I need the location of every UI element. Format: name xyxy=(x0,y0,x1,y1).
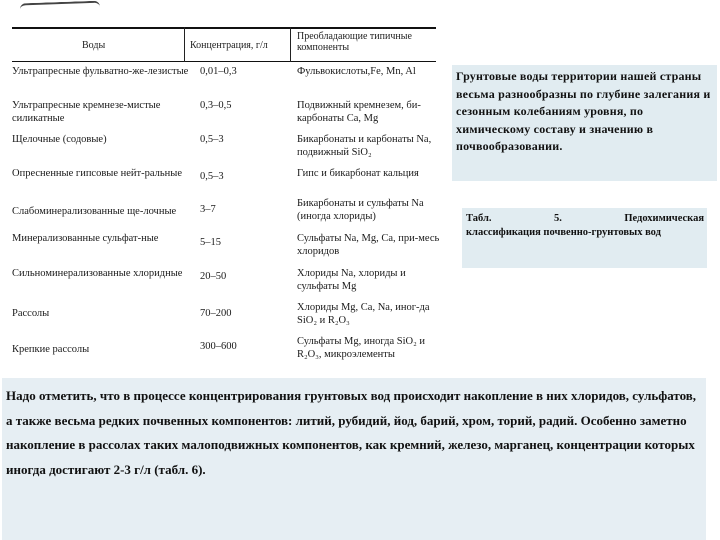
cell-concentration: 0,5–3 xyxy=(200,134,224,145)
table-row xyxy=(12,100,442,134)
table-col-divider-1 xyxy=(184,27,185,62)
cell-water: Минерализованные сульфат-ные xyxy=(12,233,159,244)
cell-components: Гипс и бикарбонат кальция xyxy=(297,168,419,179)
table-row xyxy=(12,336,442,370)
table-row xyxy=(12,166,442,200)
table-caption-box xyxy=(462,208,707,268)
cell-concentration: 300–600 xyxy=(200,341,237,352)
cell-components: Бикарбонаты и карбонаты Na, подвижный SiO₂ xyxy=(297,134,432,158)
cell-water: Ультрапресные фульватно-же-лезистые xyxy=(12,66,189,77)
caption-number: 5. xyxy=(553,213,562,224)
header-components: Преобладающие типичные компоненты xyxy=(297,31,412,53)
table-top-rule xyxy=(12,27,436,29)
table-row xyxy=(12,302,442,336)
cell-concentration: 0,01–0,3 xyxy=(200,66,237,77)
cell-concentration: 0,3–0,5 xyxy=(200,100,232,111)
cell-concentration: 0,5–3 xyxy=(200,171,224,182)
caption-rest: классификация почвенно-грунтовых вод xyxy=(466,227,661,238)
cell-components: Фульвокислоты,Fe, Mn, Al xyxy=(297,66,416,77)
cell-concentration: 20–50 xyxy=(200,271,227,282)
header-water: Воды xyxy=(82,40,106,51)
cell-water: Щелочные (содовые) xyxy=(12,134,107,145)
table-row xyxy=(12,233,442,267)
scanned-table-image xyxy=(0,0,445,378)
bottom-text-box xyxy=(2,378,706,540)
table-header-rule xyxy=(12,61,436,62)
cell-water: Рассолы xyxy=(12,308,50,319)
table-col-divider-2 xyxy=(290,27,291,62)
bottom-text: Надо отметить, что в процессе концентрирования грунтовых вод происходит накопление в них хлоридов, сульфатов, а также весьма редких почвенных компонентов: литий, рубидий, йод, барий, хром, торий, радий. Особенно заметно накопление в рассолах таких малоподвижных компонентов, как кремний, железо, марганец, концентрации которых иногда достигают 2-3 г/л (табл. 6). xyxy=(6,388,697,477)
cell-concentration: 5–15 xyxy=(200,237,221,248)
cell-components: Сульфаты Na, Mg, Ca, при-месь хлоридов xyxy=(297,233,440,257)
intro-text: Грунтовые воды территории нашей страны весьма разнообразны по глубине залегания и сезонным колебаниям уровня, по химическому составу и значению в почвообразовании. xyxy=(456,69,711,153)
cell-concentration: 3–7 xyxy=(200,204,216,215)
table-caption xyxy=(466,212,704,240)
caption-label: Табл. xyxy=(466,213,492,224)
table-row xyxy=(12,268,442,302)
scan-header-fragment xyxy=(20,1,101,20)
cell-water: Крепкие рассолы xyxy=(12,344,90,355)
intro-text-box xyxy=(452,65,717,181)
cell-components: Хлориды Na, хлориды и сульфаты Mg xyxy=(297,268,406,292)
table-row xyxy=(12,198,442,232)
header-concentration: Концентрация, г/л xyxy=(190,40,268,51)
table-row xyxy=(12,66,442,100)
cell-water: Слабоминерализованные ще-лочные xyxy=(12,206,177,217)
caption-title-word: Педохимическая xyxy=(624,213,704,224)
table-row xyxy=(12,134,442,168)
cell-components: Сульфаты Mg, иногда SiO₂ и R₂O₃, микроэлементы xyxy=(297,336,425,360)
cell-water: Сильноминерализованные хлоридные xyxy=(12,268,183,279)
cell-water: Ультрапресные кремнезе-мистые силикатные xyxy=(12,100,161,124)
cell-components: Подвижный кремнезем, би-карбонаты Ca, Mg xyxy=(297,100,421,124)
cell-water: Опресненные гипсовые нейт-ральные xyxy=(12,168,182,179)
cell-concentration: 70–200 xyxy=(200,308,232,319)
cell-components: Хлориды Mg, Ca, Na, иног-да SiO₂ и R₂O₃ xyxy=(297,302,430,326)
cell-components: Бикарбонаты и сульфаты Na (иногда хлориды) xyxy=(297,198,424,222)
